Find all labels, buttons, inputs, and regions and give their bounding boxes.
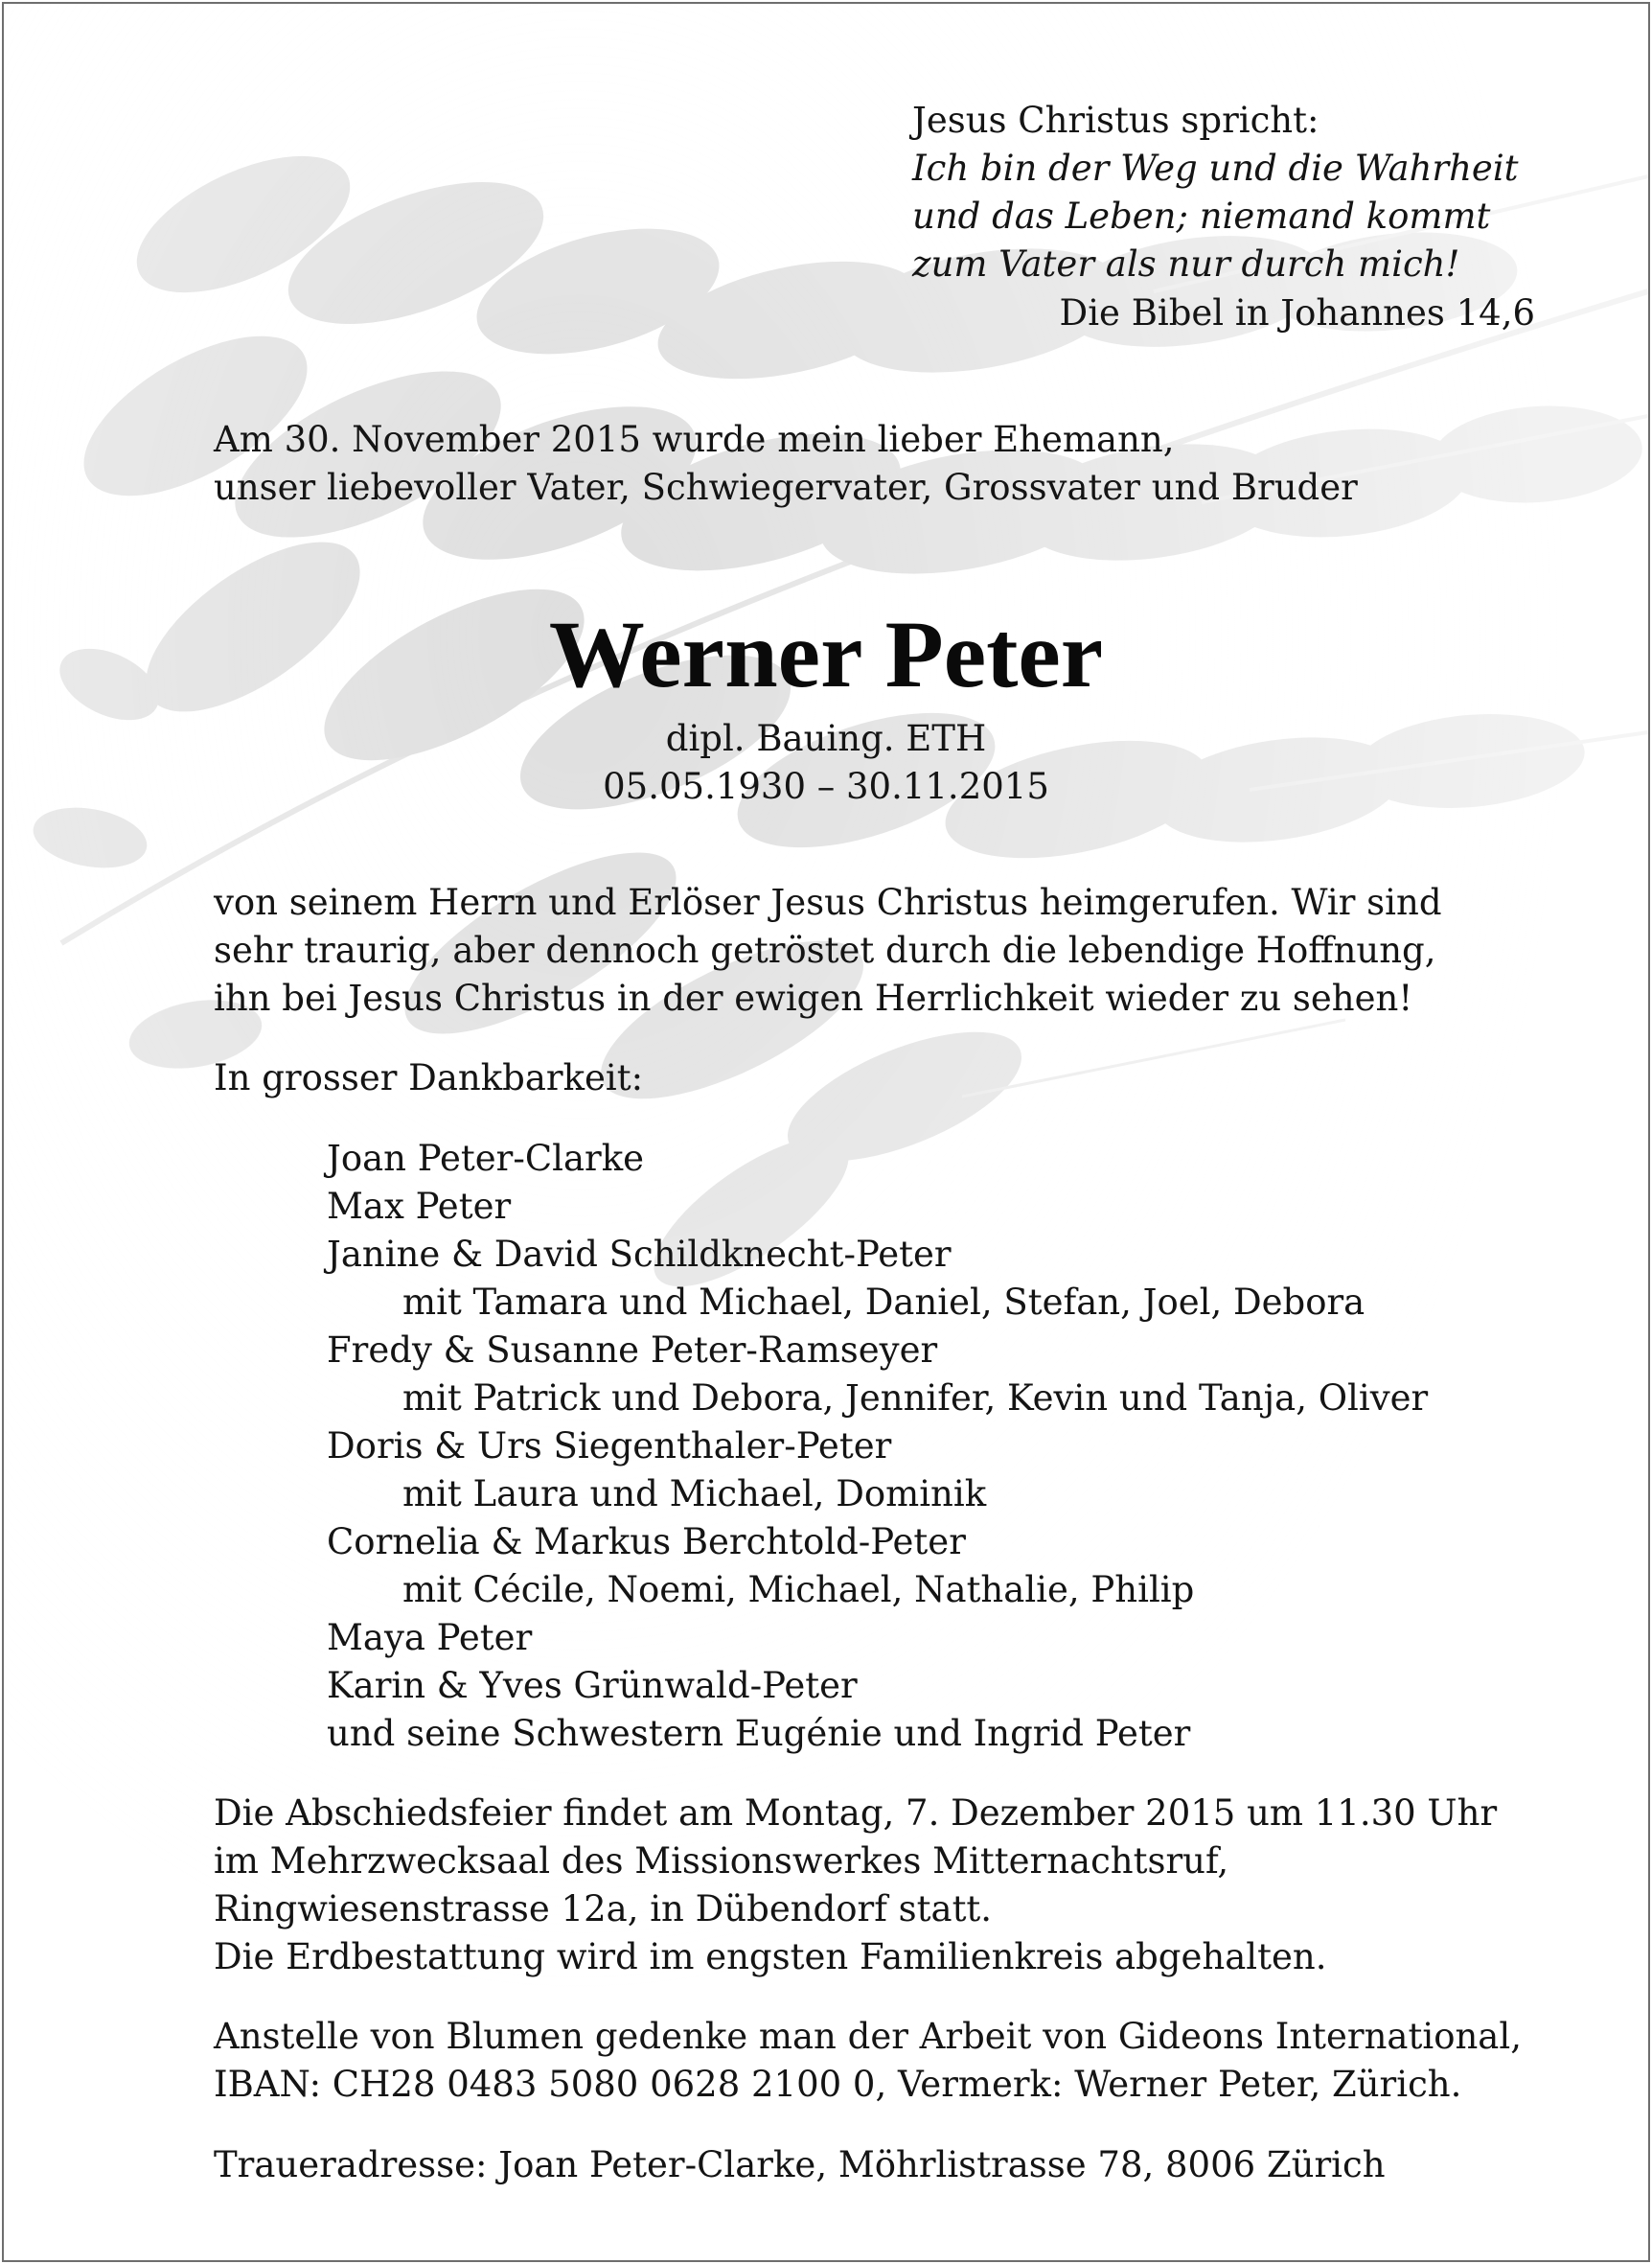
family-member: Fredy & Susanne Peter-Ramseyer: [327, 1329, 938, 1371]
ceremony-line: Die Erdbestattung wird im engsten Familienkreis abgehalten.: [214, 1936, 1327, 1977]
family-member: Joan Peter-Clarke: [327, 1138, 645, 1179]
family-children: mit Tamara und Michael, Daniel, Stefan, Joel, Debora: [402, 1282, 1365, 1323]
family-member: Doris & Urs Siegenthaler-Peter: [327, 1425, 892, 1467]
family-member: Karin & Yves Grünwald-Peter: [327, 1665, 858, 1706]
family-member: und seine Schwestern Eugénie und Ingrid Peter: [327, 1713, 1191, 1754]
deceased-title: dipl. Bauing. ETH: [665, 718, 987, 759]
gratitude-heading: In grosser Dankbarkeit:: [214, 1057, 644, 1098]
family-member: Max Peter: [327, 1186, 512, 1227]
quote-source: Die Bibel in Johannes 14,6: [1059, 292, 1535, 334]
mourning-address: Traueradresse: Joan Peter-Clarke, Möhrlistrasse 78, 8006 Zürich: [214, 2144, 1386, 2185]
family-member: Janine & David Schildknecht-Peter: [327, 1234, 952, 1275]
ceremony-line: im Mehrzwecksaal des Missionswerkes Mitternachtsruf,: [214, 1840, 1229, 1882]
family-children: mit Patrick und Debora, Jennifer, Kevin und Tanja, Oliver: [402, 1377, 1429, 1419]
family-children: mit Cécile, Noemi, Michael, Nathalie, Philip: [402, 1569, 1195, 1610]
quote-line: Ich bin der Weg und die Wahrheit: [912, 148, 1519, 189]
deceased-name: Werner Peter: [548, 601, 1104, 707]
quote-line: zum Vater als nur durch mich!: [912, 243, 1460, 285]
message-line: ihn bei Jesus Christus in der ewigen Herrlichkeit wieder zu sehen!: [214, 978, 1413, 1019]
ceremony-line: Ringwiesenstrasse 12a, in Dübendorf statt.: [214, 1888, 993, 1929]
obituary-content: [4, 4, 1648, 2260]
family-member: Maya Peter: [327, 1617, 533, 1658]
donation-line: Anstelle von Blumen gedenke man der Arbeit von Gideons International,: [214, 2016, 1522, 2057]
ceremony-line: Die Abschiedsfeier findet am Montag, 7. Dezember 2015 um 11.30 Uhr: [214, 1792, 1498, 1834]
obituary-page: [2, 2, 1650, 2262]
donation-line: IBAN: CH28 0483 5080 0628 2100 0, Vermerk: Werner Peter, Zürich.: [214, 2064, 1462, 2105]
message-line: sehr traurig, aber dennoch getröstet durch die lebendige Hoffnung,: [214, 930, 1436, 971]
family-member: Cornelia & Markus Berchtold-Peter: [327, 1521, 966, 1562]
announcement-line: Am 30. November 2015 wurde mein lieber Ehemann,: [214, 419, 1175, 460]
family-children: mit Laura und Michael, Dominik: [402, 1473, 987, 1514]
message-line: von seinem Herrn und Erlöser Jesus Christus heimgerufen. Wir sind: [214, 882, 1442, 923]
announcement-line: unser liebevoller Vater, Schwiegervater, Grossvater und Bruder: [214, 467, 1358, 508]
deceased-dates: 05.05.1930 – 30.11.2015: [603, 766, 1049, 807]
quote-intro: Jesus Christus spricht:: [912, 100, 1319, 141]
quote-line: und das Leben; niemand kommt: [912, 196, 1491, 237]
